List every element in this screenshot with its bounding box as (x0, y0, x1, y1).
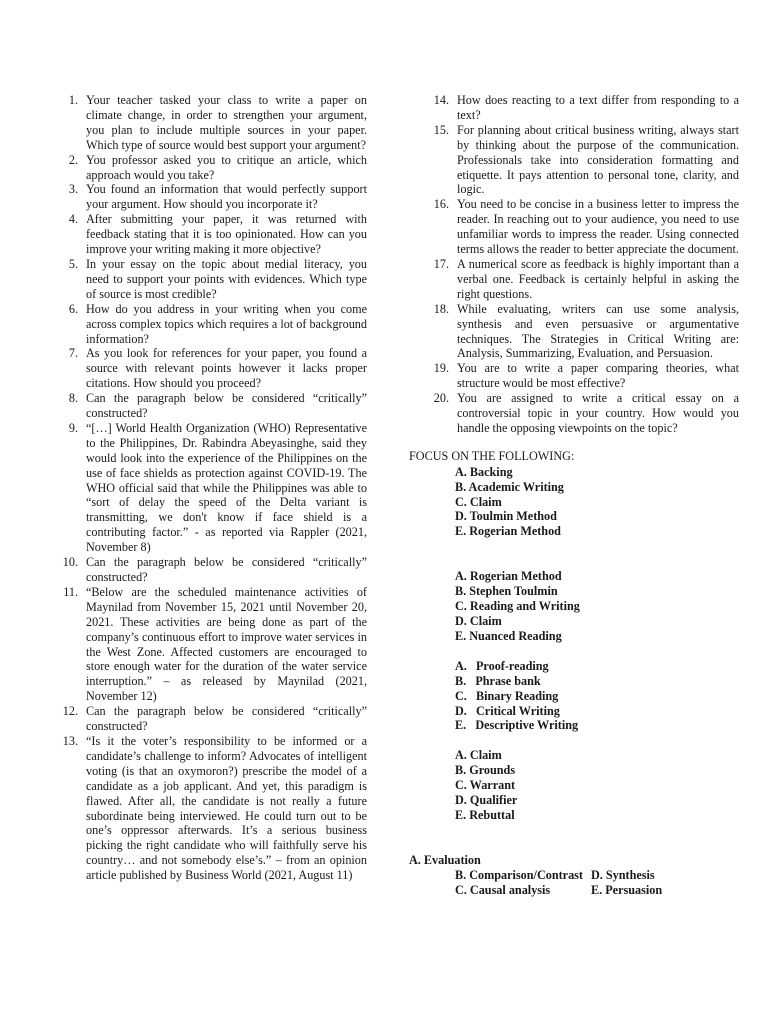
question-number: 14. (433, 93, 449, 107)
question-item (50, 704, 367, 734)
question-text: “Is it the voter’s responsibility to be informed or a candidate’s challenge to inform? Advocates of intelligent voting (is that an oxymoron?) prescribe the model of a candidate as a job applicant. And yet, this paradigm is flawed. After all, the candidate is not really a future subordinate being interviewed. He could turn out to be one’s oppressor afterwards. It’s a serious business picking the right candidate who will faithfully serve his country… and not somebody else’s.” – from an opinion article published by Business World (2021, August 11) (86, 733, 367, 883)
question-list-left (50, 93, 367, 883)
choice-item: E. Descriptive Writing (455, 718, 579, 733)
question-text: “Below are the scheduled maintenance activities of Maynilad from November 15, 2021 until November 20, 2021. These activities are being done as part of the company’s continuous effort to improve water services in the West Zone. Affected customers are encouraged to store enough water for the duration of the water service interruption.” – as released by Maynilad (2021, November 12) (86, 584, 367, 704)
question-item (409, 391, 739, 436)
choice-item: D. Claim (455, 614, 502, 628)
choice-group-1 (455, 465, 739, 540)
choice-group-4 (455, 748, 739, 823)
question-number: 18. (433, 301, 449, 316)
question-text: How does reacting to a text differ from responding to a text? (457, 93, 739, 122)
question-item (409, 197, 739, 257)
choice-item: C. Reading and Writing (455, 599, 580, 614)
question-text: For planning about critical business writing, always start by thinking about the purpose of the communication. Professionals take into consideration formatting and etiquette. It pays attention to personal tone, clarity, and logic. (457, 122, 739, 197)
question-number: 19. (433, 361, 449, 376)
choice-item: A. Backing (455, 464, 513, 479)
question-number: 15. (433, 122, 449, 137)
choice-item: B. Phrase bank (455, 673, 541, 688)
question-item (50, 346, 367, 391)
choice-item: D. Qualifier (455, 793, 518, 808)
question-number: 12. (62, 704, 78, 719)
choice-item: B. Academic Writing (455, 479, 564, 494)
choice-group-5 (409, 838, 739, 897)
question-number: 6. (68, 301, 78, 316)
choice-item: D. Toulmin Method (455, 509, 557, 524)
choice-group-3 (455, 659, 739, 734)
choice-item: A. Proof-reading (455, 658, 549, 673)
question-text: Can the paragraph below be considered “critically” constructed? (86, 555, 367, 584)
choice-item: E. Nuanced Reading (455, 628, 562, 643)
question-number: 4. (68, 212, 78, 227)
question-number: 10. (62, 555, 78, 570)
choice-item: B. Grounds (455, 763, 516, 778)
question-item (409, 257, 739, 302)
choice-item: C. Binary Reading (455, 688, 559, 703)
question-item (50, 302, 367, 347)
question-text: You are assigned to write a critical essay on a controversial topic in your country. How would you handle the opposing viewpoints on the topic? (457, 391, 739, 435)
choice-item: A. Rogerian Method (455, 569, 562, 584)
question-text: As you look for references for your paper, you found a source with relevant points however it lacks proper citations. How should you proceed? (86, 346, 367, 391)
question-text: While evaluating, writers can use some analysis, synthesis and even persuasive or argumentative techniques. The Strategies in Critical Writing are: Analysis, Summarizing, Evaluation, and Persuasion. (457, 301, 739, 361)
question-number: 17. (433, 256, 449, 271)
choice-item: C. Claim (455, 494, 502, 509)
question-text: Can the paragraph below be considered “critically” constructed? (86, 704, 367, 734)
question-item (50, 257, 367, 302)
choice-item: E. Persuasion (591, 882, 663, 897)
question-number: 2. (68, 152, 78, 167)
question-text: “[…] World Health Organization (WHO) Representative to the Philippines, Dr. Rabindra Abeyasinghe, said they would look into the experience of the Philippines on the use of face shields as protection against COVID-19. The WHO official said that while the Philippines was able to “sort of delay the speed of the Delta variant is transmitting, we don't know if face shield is a contributing factor.” - as reported via Rappler (2021, November 8) (86, 420, 367, 555)
question-number: 9. (68, 420, 78, 435)
question-text: You found an information that would perfectly support your argument. How should you incorporate it? (86, 182, 367, 212)
question-text: In your essay on the topic about medial literacy, you need to support your points with evidences. Which type of source is most credible? (86, 256, 367, 301)
question-item (50, 93, 367, 153)
choice-item: C. Causal analysis (455, 882, 551, 897)
choice-item: A. Claim (455, 748, 502, 763)
focus-heading: FOCUS ON THE FOLLOWING: (409, 448, 575, 463)
choice-item: C. Warrant (455, 778, 516, 793)
choice-item: A. Evaluation (409, 852, 481, 867)
question-item (409, 123, 739, 198)
left-column (50, 93, 367, 883)
question-text: A numerical score as feedback is highly important than a verbal one. Feedback is certainly helpful in asking the right questions. (457, 256, 739, 301)
question-number: 11. (63, 584, 78, 599)
question-text: How do you address in your writing when you come across complex topics which requires a lot of background information? (86, 301, 367, 346)
question-number: 3. (68, 182, 78, 197)
choice-group-2 (455, 569, 739, 644)
question-item (50, 182, 367, 212)
choice-item: E. Rogerian Method (455, 524, 561, 539)
question-number: 1. (68, 93, 78, 107)
question-item (409, 302, 739, 362)
question-item (50, 734, 367, 883)
question-text: You professor asked you to critique an article, which approach would you take? (86, 152, 367, 182)
question-number: 13. (62, 733, 78, 748)
question-item (50, 153, 367, 183)
question-number: 5. (68, 256, 78, 271)
choice-item: D. Critical Writing (455, 703, 560, 718)
question-item (50, 585, 367, 704)
question-number: 20. (433, 391, 449, 406)
question-number: 7. (68, 346, 78, 361)
question-text: You need to be concise in a business letter to impress the reader. In reaching out to your audience, you need to use unfamiliar words to impress the reader. Using connected terms allows the reader to better appreciate the document. (457, 197, 739, 257)
question-item (409, 93, 739, 123)
choice-item: D. Synthesis (591, 867, 655, 882)
question-text: You are to write a paper comparing theories, what structure would be most effective? (457, 361, 739, 391)
right-column (409, 93, 739, 897)
question-item (50, 391, 367, 421)
question-item (50, 212, 367, 257)
question-text: Your teacher tasked your class to write a paper on climate change, in order to strengthen your argument, you plan to include multiple sources in your paper. Which type of source would best support your argument? (86, 93, 367, 152)
question-number: 16. (433, 197, 449, 212)
question-item (409, 361, 739, 391)
question-item (50, 555, 367, 585)
question-number: 8. (68, 391, 78, 406)
choice-item: B. Stephen Toulmin (455, 584, 558, 599)
question-text: After submitting your paper, it was returned with feedback stating that it is too opinionated. How can you improve your writing making it more objective? (86, 212, 367, 257)
question-item (50, 421, 367, 555)
choice-item: E. Rebuttal (455, 807, 515, 822)
question-text: Can the paragraph below be considered “critically” constructed? (86, 391, 367, 421)
choice-item: B. Comparison/Contrast (455, 867, 583, 882)
question-list-right (409, 93, 739, 436)
